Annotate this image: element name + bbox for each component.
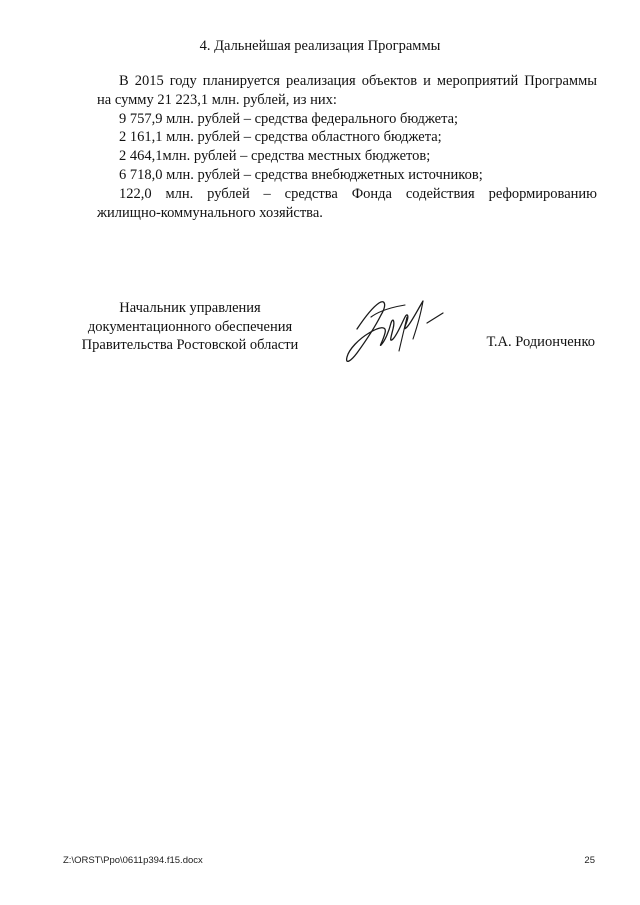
page-number: 25 — [584, 855, 595, 866]
footer-file-path: Z:\ORST\Ppo\0611p394.f15.docx — [63, 855, 203, 866]
intro-line-2: на сумму 21 223,1 млн. рублей, из них: — [97, 91, 337, 108]
funding-item-local: 2 464,1млн. рублей – средства местных бюджетов; — [119, 148, 431, 165]
body-text — [97, 72, 597, 222]
position-line-3: Правительства Ростовской области — [81, 337, 299, 353]
handwritten-signature — [335, 287, 455, 377]
funding-item-extrabudgetary: 6 718,0 млн. рублей – средства внебюджетных источников; — [119, 166, 483, 183]
funding-item-fund-line-2: жилищно-коммунального хозяйства. — [97, 204, 323, 221]
funding-item-regional: 2 161,1 млн. рублей – средства областного бюджета; — [119, 129, 442, 146]
signer-name: Т.А. Родионченко — [486, 334, 595, 350]
signer-position — [60, 299, 320, 355]
intro-paragraph — [97, 72, 597, 91]
intro-line-1: В 2015 году планируется реализация объектов и мероприятий Программы — [119, 73, 597, 89]
position-line-1: Начальник управления — [119, 300, 261, 316]
position-line-2: документационного обеспечения — [87, 318, 293, 335]
section-heading: 4. Дальнейшая реализация Программы — [199, 38, 441, 54]
funding-item-federal: 9 757,9 млн. рублей – средства федерального бюджета; — [119, 110, 459, 127]
funding-item-fund-line-1: 122,0 млн. рублей – средства Фонда содействия реформированию — [119, 185, 597, 202]
